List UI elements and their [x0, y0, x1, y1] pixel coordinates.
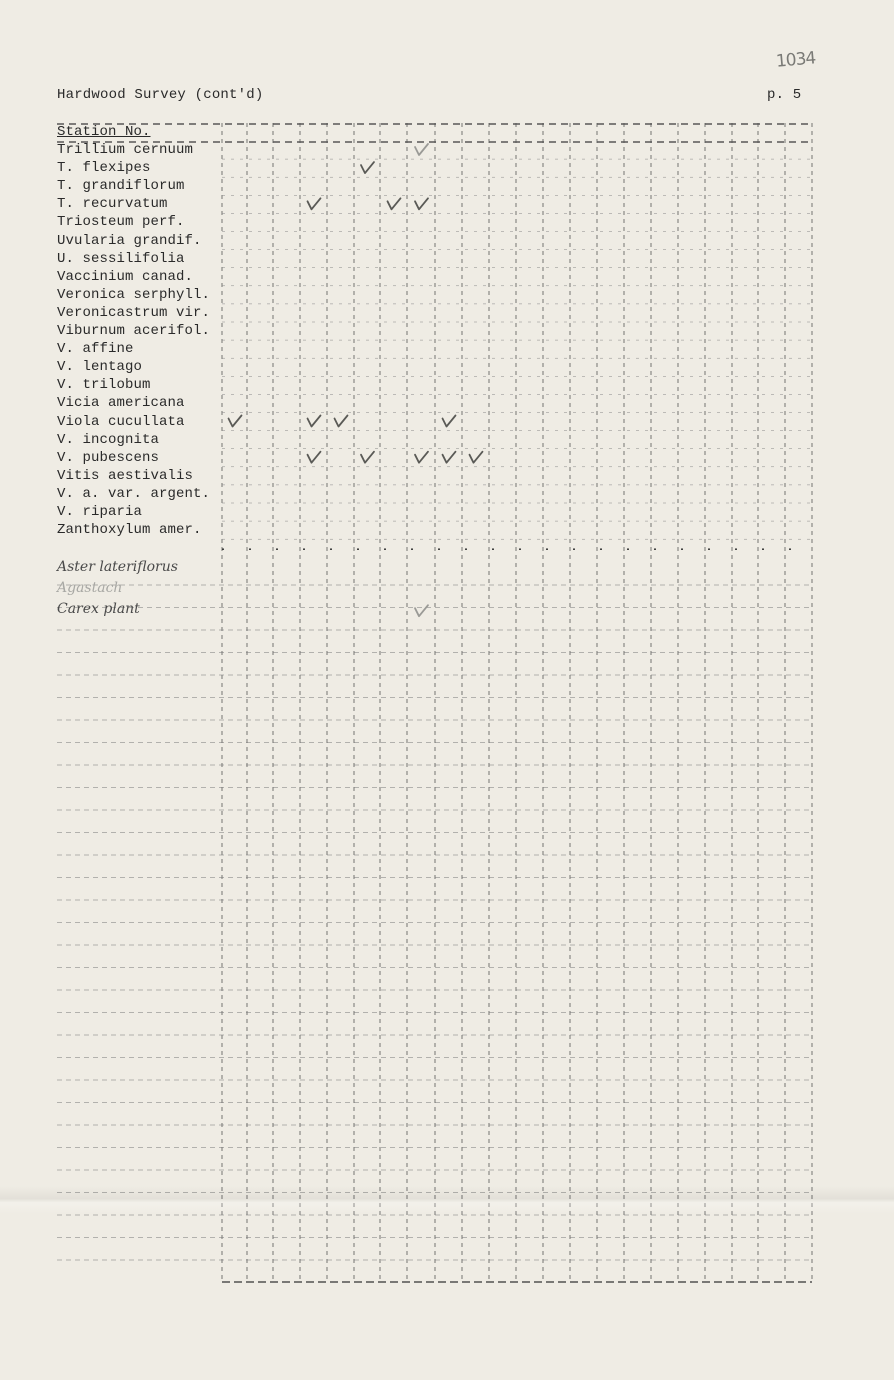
checkmark	[470, 452, 483, 463]
species-row-label: Veronica serphyll.	[57, 286, 211, 303]
checkmark	[415, 198, 428, 209]
species-row-label: V. pubescens	[57, 449, 160, 466]
checkmark	[308, 452, 321, 463]
species-row-label: Veronicastrum vir.	[57, 304, 211, 321]
checkmark	[308, 198, 321, 209]
species-row-label: Uvularia grandif.	[57, 232, 202, 249]
checkmark	[361, 162, 374, 173]
checkmark	[308, 416, 321, 427]
species-row-label: V. lentago	[57, 359, 143, 376]
checkmark	[335, 416, 348, 427]
species-row-label: T. recurvatum	[57, 196, 168, 213]
species-row-label: Trillium cernuum	[57, 142, 194, 158]
species-row-label: V. riparia	[57, 504, 143, 520]
handwritten-species-label: Aster lateriflorus	[57, 559, 178, 576]
page-number: p. 5	[767, 87, 802, 103]
species-row-label: Zanthoxylum amer.	[57, 522, 202, 539]
species-row-label: Vaccinium canad.	[57, 268, 194, 285]
species-row-label: T. grandiflorum	[57, 178, 185, 195]
species-row-label: V. a. var. argent.	[57, 485, 211, 502]
archive-number-stamp: 1034	[775, 48, 817, 72]
checkmark	[361, 452, 374, 463]
checkmark	[415, 144, 428, 155]
checkmark	[415, 452, 428, 463]
checkmark	[229, 416, 242, 427]
checkmark	[388, 198, 401, 209]
checkmark	[415, 605, 428, 616]
checkmark	[443, 452, 456, 463]
species-row-label: Viburnum acerifol.	[57, 323, 211, 339]
species-row-label: Viola cucullata	[57, 413, 185, 430]
species-row-label: Vitis aestivalis	[57, 467, 194, 484]
species-row-label: Vicia americana	[57, 395, 185, 412]
species-row-label: Triosteum perf.	[57, 214, 185, 231]
species-row-label: V. affine	[57, 341, 134, 358]
document-title: Hardwood Survey (cont'd)	[57, 87, 264, 103]
species-row-label: V. incognita	[57, 431, 160, 448]
station-no-header: Station No.	[57, 124, 151, 140]
handwritten-species-label: Agastach	[57, 580, 123, 597]
checkmark	[443, 416, 456, 427]
handwritten-species-label: Carex plant	[57, 601, 140, 618]
species-row-label: V. trilobum	[57, 377, 151, 394]
species-row-label: T. flexipes	[57, 160, 151, 177]
species-row-label: U. sessilifolia	[57, 250, 185, 267]
paper-fold	[0, 1186, 894, 1214]
